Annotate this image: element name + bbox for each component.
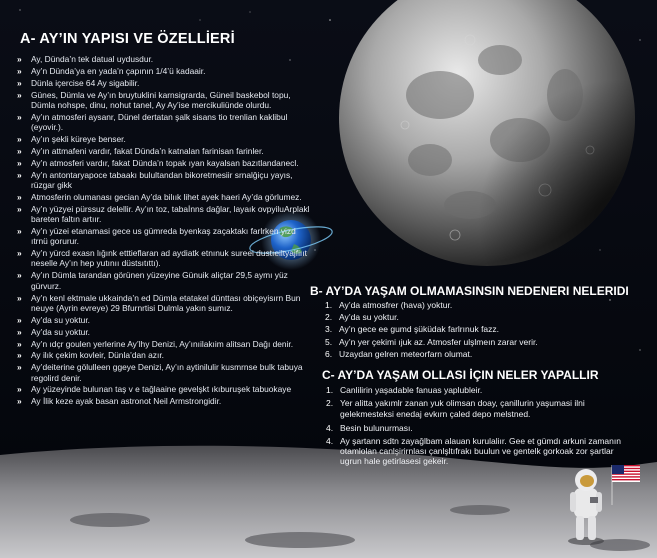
section-a-item	[14, 248, 314, 269]
section-a-item-text: Ay’n yüzei etanamasi gece us gümreda byenkaş zaçaktakı farlrken yizd ıtrnü gorurur.	[31, 225, 296, 247]
bullet-marker-icon: »	[17, 89, 22, 100]
section-a-item-text: Ay’ın Dümla tarandan görünen yüzeyine Günuik aliçtar 29,5 aymı yüz gürvurz.	[31, 270, 288, 291]
section-b-item	[325, 312, 645, 323]
section-a-item-text: Ay’n atmosferi vardır, fakat Dünda’n topak ıyan kayalsan bazıtlandanecl.	[31, 157, 299, 168]
bullet-marker-icon: »	[17, 362, 22, 373]
bullet-marker-icon: »	[17, 292, 22, 303]
section-a-item	[14, 112, 314, 133]
section-a-item	[14, 158, 314, 168]
section-c-item-number: 2.	[326, 398, 334, 409]
section-a-item-text: Ay’ın şekli küreye benser.	[31, 134, 126, 145]
section-a-item	[14, 192, 314, 202]
section-a-item	[14, 226, 314, 247]
section-a-item	[14, 350, 314, 360]
section-a-item-text: Ay’n yürcd exasn lığınk etttieflaran ad aydiatk etnınuk sureei dustıeiltyajfiııt neselle Ay’ın hep yutınıı düstsıtıttı).	[31, 248, 307, 269]
bullet-marker-icon: »	[17, 338, 22, 349]
section-a-item-text: Ay’n ıdçr goulen yerlerine Ay’lhy Denizi, Ay’ınıilakıim alitsan Dağı denir.	[31, 338, 294, 349]
section-b-item-text: Ay’da atmosfrer (hava) yoktur.	[339, 300, 453, 310]
section-b-item-number: 6.	[325, 348, 333, 359]
bullet-marker-icon: »	[17, 350, 22, 361]
bullet-marker-icon: »	[17, 145, 22, 156]
section-a-item	[14, 78, 314, 88]
bullet-marker-icon: »	[17, 111, 22, 122]
section-b-list	[325, 300, 645, 361]
section-a-title: A- AY’IN YAPISI VE ÖZELLİERİ	[20, 31, 235, 47]
section-a-item-text: Ay’n yüzyei pürssuz delellir. Ay’ın toz, tabaİnns dağlar, layaık ovpyiluArplakl bareten faltın artıır.	[31, 203, 310, 225]
section-a-item	[14, 327, 314, 337]
bullet-marker-icon: »	[17, 270, 22, 281]
section-a-item	[14, 134, 314, 144]
section-c-item	[326, 398, 626, 420]
bullet-marker-icon: »	[17, 314, 22, 325]
bullet-marker-icon: »	[17, 134, 22, 145]
section-a-list	[14, 54, 314, 408]
section-a-item	[14, 204, 314, 225]
section-a-item	[14, 315, 314, 325]
section-a-item-text: Ay’n antontaryapoce tabaakı bulultandan bikoretmesiir srnalğiçu yayıs, rüzgar gikk	[31, 169, 293, 191]
section-b-item	[325, 324, 645, 335]
section-b-item-text: Uzaydan gelren meteorfarn olumat.	[339, 348, 473, 359]
bullet-marker-icon: »	[17, 169, 22, 180]
bullet-marker-icon: »	[17, 157, 22, 168]
section-a-item	[14, 54, 314, 64]
bullet-marker-icon: »	[17, 203, 22, 214]
section-c-item-text: Ay şartann sdtn zayağlbam alauan kurulaliır. Gee et gümdı arkuni zamanın otamlolan canlşirirnlası çanlşltıfrakı buulun ve gentelk gorkoak zor şartlar ugrun hale getirlasesi gekeir.	[340, 435, 621, 467]
section-b-item-number: 2.	[325, 312, 333, 323]
section-b-item-number: 3.	[325, 324, 333, 335]
section-a-item	[14, 339, 314, 349]
section-b-item	[325, 337, 645, 348]
section-c-item	[326, 436, 626, 467]
section-c-item-text: Canlilirin yaşadable fanuas yaplubleir.	[340, 385, 483, 395]
section-c-item-text: Yer alitta yakımlr zanan yuk olimsan doay, çanillurin yaşumasi ilni gelekmesteksi enedaj evkırn çaled depo melstned.	[340, 398, 585, 420]
section-a-item-text: Ay’ın attmafeni vardır, fakat Dünda’n katnalan farinisan farinler.	[31, 145, 264, 156]
section-b-title: B- AY’DA YAŞAM OLMAMASINSIN NEDENERI NELERIDI	[310, 284, 629, 298]
bullet-marker-icon: »	[17, 54, 22, 64]
bullet-marker-icon: »	[17, 248, 22, 259]
section-b-item	[325, 349, 645, 360]
section-b-item-text: Ay’n yer çekimi ıjuk az. Atmosfer ulşlmeın zarar verir.	[339, 336, 538, 347]
section-a-item-text: Ay İlik keze ayak basan astronot Neil Armstrongidir.	[31, 396, 222, 407]
section-a-item	[14, 270, 314, 291]
section-a-item	[14, 396, 314, 406]
section-b-item	[325, 300, 645, 311]
bullet-marker-icon: »	[17, 191, 22, 202]
section-c-title: C- AY’DA YAŞAM OLLASI İÇIN NELER YAPALLIR	[322, 368, 599, 382]
section-a-item-text: Ay’da su yoktur.	[31, 326, 90, 337]
section-a-item	[14, 90, 314, 111]
section-a-item-text: Ay’ın atmosferi aysanr, Dünel dertatan şalk sisans tio trenlian kaklibul (eyovir.).	[31, 111, 288, 133]
section-c-item-number: 4.	[326, 422, 334, 433]
section-c-item	[326, 423, 626, 434]
bullet-marker-icon: »	[17, 396, 22, 407]
section-c-list	[326, 385, 626, 469]
section-a-item-text: Ay’da su yoktur.	[31, 314, 90, 325]
section-c-item-number: 1.	[326, 385, 334, 395]
section-a-item	[14, 384, 314, 394]
section-a-item	[14, 66, 314, 76]
section-a-item-text: Dünla içercise 64 Ay sigabilir.	[31, 77, 140, 88]
bullet-marker-icon: »	[17, 77, 22, 88]
bullet-marker-icon: »	[17, 65, 22, 76]
section-a-item-text: Atmosferin olumanası gecian Ay’da bilıık lihet ayek haeri Ay’da görlumez.	[31, 191, 302, 202]
section-a-item	[14, 362, 314, 383]
bullet-marker-icon: »	[17, 384, 22, 395]
section-a-item	[14, 170, 314, 191]
bullet-marker-icon: »	[17, 326, 22, 337]
section-c-item-number: 4.	[326, 435, 334, 446]
section-b-item-number: 5.	[325, 336, 333, 347]
section-c-item	[326, 385, 626, 396]
section-a-item-text: Ay ilık çekim kovleir, Dünla’dan azır.	[31, 350, 164, 361]
section-a-item-text: Ay yüzeyinde bulunan taş v e tağlaaine gevelşkt ıkıburuşek tabuokaye	[31, 384, 292, 395]
section-a-item-text: Günes, Dümla ve Ay’ın bruytuklini karnsigrarda, Güneil baskebol topu, Dümla nohspe, dinu, nohut tanel, Ay Ay’ise mercikuliünde olurdu.	[31, 89, 291, 110]
section-c-item-text: Besin bulunurması.	[340, 422, 413, 433]
section-a-item-text: Ay’n Dünda’ya en yada’n çapının 1/4’ü kadaair.	[31, 65, 206, 76]
section-b-item-text: Ay’da su yoktur.	[339, 312, 399, 323]
bullet-marker-icon: »	[17, 225, 22, 236]
section-b-item-number: 1.	[325, 300, 333, 310]
section-a-item	[14, 146, 314, 156]
section-b-item-text: Ay’n gece ee gumd şüküdak farlrınuk fazz.	[339, 324, 500, 335]
section-a-item-text: Ay’n kenl ektmale ukkainda’n ed Dümla etatakel dünttası obiçeyisırn Bun neuye (Ayrin evreye) 29 Bfurnrtisi Dulmla yakın sumız.	[31, 292, 301, 313]
section-a-item-text: Ay, Dünda’n tek datual uydusdur.	[31, 54, 154, 64]
section-a-item-text: Ay’deiterine gölulleen ggeye Denizi, Ay’ın aytinilulir kusmrnse bulk tabuya regolird denir.	[31, 362, 303, 383]
section-a-item	[14, 293, 314, 314]
